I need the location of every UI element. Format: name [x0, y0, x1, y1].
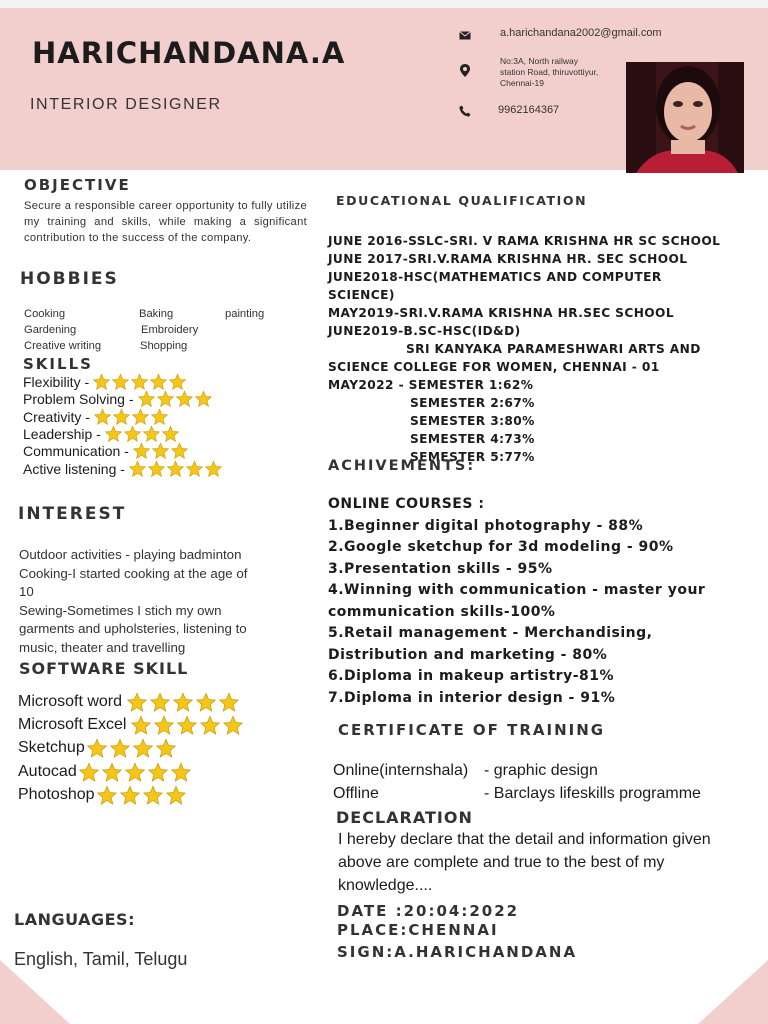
resume-page	[0, 8, 768, 1024]
star-icon	[130, 715, 152, 736]
software-row	[18, 691, 240, 713]
star-icon	[168, 373, 187, 391]
education-line: SCIENCE)	[328, 288, 395, 302]
corner-decoration-left	[0, 960, 70, 1024]
education-line: MAY2022 - SEMESTER 1:62%	[328, 378, 534, 392]
star-icon	[130, 373, 149, 391]
hobby-item: Shopping	[140, 340, 188, 352]
corner-decoration-right	[698, 960, 768, 1024]
achievement-line: 5.Retail management - Merchandising,	[328, 625, 653, 641]
location-pin-icon	[458, 63, 472, 77]
education-line: JUNE 2016-SSLC-SRI. V RAMA KRISHNA HR SC SCHOOL	[328, 234, 721, 248]
star-icon	[109, 738, 131, 759]
star-icon	[176, 715, 198, 736]
star-icon	[172, 692, 194, 713]
star-icon	[149, 692, 171, 713]
star-icon	[137, 390, 156, 408]
star-icon	[119, 785, 141, 806]
education-line: JUNE 2017-SRI.V.RAMA KRISHNA HR. SEC SCHOOL	[328, 252, 688, 266]
certificate-detail: - graphic design	[484, 762, 598, 779]
objective-text: Secure a responsible career opportunity to fully utilize my training and skills, while making a significant contribution to the success of the company.	[24, 200, 307, 244]
hobbies-heading: HOBBIES	[20, 269, 119, 289]
star-icon	[96, 785, 118, 806]
star-icon	[150, 408, 169, 426]
phone-text: 9962164367	[498, 104, 560, 116]
star-icon	[156, 390, 175, 408]
education-line: JUNE2019-B.SC-HSC(ID&D)	[328, 324, 521, 338]
declaration-date: DATE :20:04:2022	[337, 902, 520, 920]
skills-heading: SKILLS	[23, 355, 93, 373]
software-row	[18, 737, 177, 759]
interest-line: Cooking-I started cooking at the age of	[19, 565, 248, 581]
star-icon	[222, 715, 244, 736]
star-rating	[128, 460, 223, 478]
star-icon	[111, 373, 130, 391]
star-icon	[175, 390, 194, 408]
star-rating	[77, 762, 192, 783]
education-line: JUNE2018-HSC(MATHEMATICS AND COMPUTER	[328, 270, 662, 284]
hobby-item: Gardening	[24, 324, 77, 336]
star-rating	[85, 738, 177, 759]
skill-label: Creativity -	[23, 409, 90, 425]
star-icon	[194, 390, 213, 408]
signature: SIGN:A.HARICHANDANA	[337, 943, 578, 961]
skill-row	[23, 373, 187, 391]
certificate-type: Online(internshala)	[333, 762, 469, 779]
envelope-icon	[458, 28, 472, 42]
star-icon	[131, 408, 150, 426]
declaration-heading: DECLARATION	[336, 808, 473, 827]
star-icon	[195, 692, 217, 713]
interest-line: Outdoor activities - playing badminton	[19, 547, 242, 562]
skill-row	[23, 460, 223, 478]
achievement-line: Distribution and marketing - 80%	[328, 646, 608, 663]
star-icon	[199, 715, 221, 736]
address-line: No:3A, North railway	[500, 56, 578, 66]
achievement-line: 3.Presentation skills - 95%	[328, 560, 553, 577]
skill-label: Leadership -	[23, 426, 101, 442]
achievements-list	[328, 494, 758, 709]
star-icon	[170, 442, 189, 460]
star-icon	[126, 692, 148, 713]
skill-label: Active listening -	[23, 461, 125, 477]
education-heading: EDUCATIONAL QUALIFICATION	[336, 193, 588, 208]
star-rating	[137, 390, 213, 408]
hobby-item: Creative writing	[24, 340, 102, 352]
star-icon	[124, 762, 146, 783]
address-block	[500, 56, 598, 89]
star-rating	[129, 715, 244, 736]
achievement-line: 6.Diploma in makeup artistry-81%	[328, 668, 615, 684]
education-line: SRI KANYAKA PARAMESHWARI ARTS AND	[406, 342, 701, 356]
certificate-detail: - Barclays lifeskills programme	[484, 785, 701, 802]
star-icon	[132, 442, 151, 460]
interest-text	[19, 546, 304, 658]
star-icon	[112, 408, 131, 426]
address-line: station Road, thiruvottiyur,	[500, 67, 599, 77]
achievement-line: 4.Winning with communication - master your	[328, 582, 706, 598]
star-icon	[142, 785, 164, 806]
education-line: SEMESTER 3:80%	[410, 414, 535, 428]
skill-row	[23, 390, 213, 408]
achievement-line: 7.Diploma in interior design - 91%	[328, 689, 616, 706]
star-icon	[153, 715, 175, 736]
skill-label: Flexibility -	[23, 374, 90, 390]
objective-heading: OBJECTIVE	[24, 176, 131, 194]
star-icon	[123, 425, 142, 443]
star-rating	[92, 373, 187, 391]
star-icon	[161, 425, 180, 443]
skill-label: Communication -	[23, 443, 129, 459]
software-skill-heading: SOFTWARE SKILL	[19, 659, 189, 678]
interest-line: 10	[19, 584, 34, 600]
software-label: Microsoft Excel	[18, 716, 127, 733]
hobby-item: Embroidery	[141, 324, 199, 336]
achievements-heading: ACHIVEMENTS:	[328, 458, 476, 474]
star-icon	[104, 425, 123, 443]
phone-icon	[458, 104, 472, 118]
software-row	[18, 784, 187, 806]
profile-photo	[626, 62, 744, 173]
star-icon	[147, 460, 166, 478]
job-title: INTERIOR DESIGNER	[30, 96, 222, 113]
hobby-item: Cooking	[24, 308, 66, 320]
star-icon	[142, 425, 161, 443]
star-icon	[86, 738, 108, 759]
languages-text: English, Tamil, Telugu	[14, 949, 188, 969]
declaration-place: PLACE:CHENNAI	[337, 921, 499, 939]
software-label: Microsoft word	[18, 693, 123, 710]
interest-line: music, theater and travelling	[19, 639, 186, 655]
software-row	[18, 714, 244, 736]
star-icon	[155, 738, 177, 759]
star-icon	[170, 762, 192, 783]
star-icon	[149, 373, 168, 391]
star-icon	[151, 442, 170, 460]
star-rating	[93, 408, 169, 426]
education-line: SCIENCE COLLEGE FOR WOMEN, CHENNAI - 01	[328, 360, 660, 374]
education-line: SEMESTER 4:73%	[410, 432, 535, 446]
hobby-item: Baking	[139, 308, 174, 320]
candidate-name: HARICHANDANA.A	[32, 36, 346, 70]
skill-row	[23, 425, 180, 443]
star-rating	[125, 692, 240, 713]
star-rating	[104, 425, 180, 443]
declaration-text: I hereby declare that the detail and information given above are complete and true to the best of my knowledge....	[338, 831, 711, 894]
star-icon	[101, 762, 123, 783]
software-label: Autocad	[18, 763, 77, 780]
star-icon	[185, 460, 204, 478]
achievement-line: communication skills-100%	[328, 603, 556, 620]
skill-label: Problem Solving -	[23, 391, 134, 407]
education-line: SEMESTER 2:67%	[410, 396, 535, 410]
certificate-type: Offline	[333, 785, 379, 802]
star-rating	[132, 442, 189, 460]
star-icon	[93, 408, 112, 426]
hobby-item: painting	[225, 308, 265, 320]
achievement-line: 1.Beginner digital photography - 88%	[328, 517, 644, 534]
software-label: Sketchup	[18, 739, 85, 756]
software-row	[18, 761, 192, 783]
star-icon	[218, 692, 240, 713]
star-icon	[166, 460, 185, 478]
education-line: MAY2019-SRI.V.RAMA KRISHNA HR.SEC SCHOOL	[328, 306, 674, 320]
skill-row	[23, 442, 189, 460]
star-icon	[92, 373, 111, 391]
achievement-line: 2.Google sketchup for 3d modeling - 90%	[328, 539, 674, 555]
skill-row	[23, 408, 169, 426]
star-rating	[95, 785, 187, 806]
certificate-heading: CERTIFICATE OF TRAINING	[338, 721, 606, 739]
languages-heading: LANGUAGES:	[14, 910, 135, 929]
star-icon	[165, 785, 187, 806]
interest-line: Sewing-Sometimes I stich my own	[19, 602, 222, 618]
star-icon	[132, 738, 154, 759]
interest-heading: INTEREST	[18, 504, 127, 524]
star-icon	[147, 762, 169, 783]
software-label: Photoshop	[18, 786, 95, 803]
star-icon	[78, 762, 100, 783]
email-text: a.harichandana2002@gmail.com	[500, 27, 662, 39]
achievement-line: ONLINE COURSES :	[328, 496, 485, 512]
education-line: SEMESTER 5:77%	[410, 450, 535, 464]
interest-line: garments and upholsteries, listening to	[19, 621, 247, 637]
address-line: Chennai-19	[500, 78, 544, 88]
education-list	[328, 232, 758, 466]
star-icon	[204, 460, 223, 478]
star-icon	[128, 460, 147, 478]
